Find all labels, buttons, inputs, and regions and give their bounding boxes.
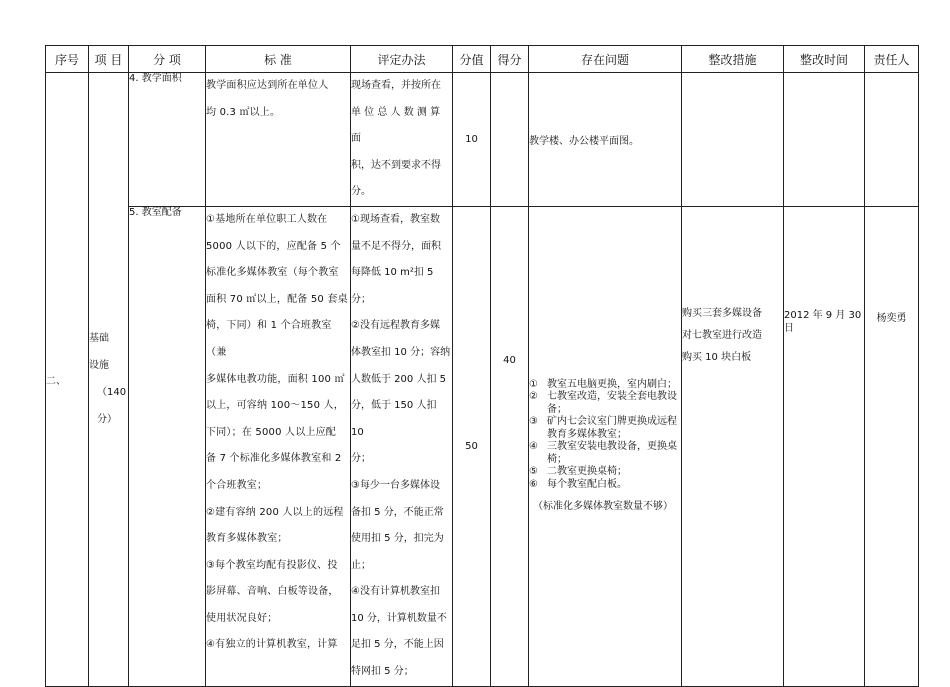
header-sub-item: 分 项 xyxy=(129,46,206,73)
item-number: ⑤ xyxy=(529,466,538,478)
standard-line: 标准化多媒体教室（每个教室 xyxy=(206,267,339,279)
standard-line: 面积 70 ㎡以上，配备 50 套桌 xyxy=(206,293,348,305)
project-cell xyxy=(89,73,129,687)
standard-line: 使用状况良好； xyxy=(206,612,278,624)
table-row xyxy=(46,206,919,686)
method-line: 止； xyxy=(351,559,371,571)
method-line: 分，低于 150 人扣 10 xyxy=(351,400,437,438)
score-cell: 50 xyxy=(453,206,491,686)
standard-line: 备 7 个标准化多媒体教室和 2 xyxy=(206,453,342,465)
item-number: ④ xyxy=(529,441,538,453)
standard-line: 个合班教室； xyxy=(206,479,268,491)
standard-line: 下同）；在 5000 人以上应配 xyxy=(206,426,337,438)
project-line: （140 xyxy=(97,387,127,399)
item-text: 教室五电脑更换，室内刷白； xyxy=(547,378,677,390)
list-item xyxy=(529,391,681,416)
time-cell xyxy=(784,73,865,207)
method-line: 分； xyxy=(351,453,371,465)
rectification-time: 2012 年 9 月 30 日 xyxy=(784,309,862,334)
header-row xyxy=(46,46,919,73)
time-cell xyxy=(784,206,865,686)
header-method: 评定办法 xyxy=(351,46,453,73)
header-score: 分值 xyxy=(453,46,491,73)
standard-line: 椅，下同）和 1 个合班教室（兼 xyxy=(206,320,332,358)
sub-item-cell: 4. 教学面积 xyxy=(129,73,206,207)
seq-cell: 二、 xyxy=(46,73,89,687)
header-problem: 存在问题 xyxy=(529,46,682,73)
header-responsible: 责任人 xyxy=(865,46,919,73)
list-item xyxy=(529,479,681,492)
responsible-cell xyxy=(865,73,919,207)
responsible-cell xyxy=(865,206,919,686)
method-line: ②没有远程教育多媒 xyxy=(351,320,440,332)
standard-line: 5000 人以下的，应配备 5 个 xyxy=(206,240,341,252)
header-measure: 整改措施 xyxy=(682,46,784,73)
method-line: 备扣 5 分，不能正常 xyxy=(351,506,444,518)
project-line: 基础 xyxy=(89,333,109,345)
method-line: ④没有计算机教室扣 xyxy=(351,586,440,598)
method-line: 10 分，计算机数量不 xyxy=(351,612,447,624)
item-text: 矿内七会议室门牌更换成远程教育多媒体教室； xyxy=(547,416,677,440)
standard-line: ③每个教室均配有投影仪、投 xyxy=(206,559,338,571)
method-line: ①现场查看，教室数 xyxy=(351,213,440,225)
measure-cell xyxy=(682,206,784,686)
method-line: 积，达不到要求不得 xyxy=(351,159,441,171)
standard-line: ④有独立的计算机教室，计算 xyxy=(206,639,338,651)
item-number: ① xyxy=(529,378,538,390)
measure-line: 购买 10 块白板 xyxy=(682,351,752,363)
method-line: 单 位 总 人 数 测 算 面 xyxy=(351,106,441,145)
item-text: 二教室更换桌椅； xyxy=(547,466,627,478)
method-line: 体教室扣 10 分；容纳 xyxy=(351,346,451,358)
standard-line: 教育多媒体教室； xyxy=(206,533,288,545)
project-line: 分） xyxy=(97,414,117,426)
list-item xyxy=(529,379,681,392)
header-seq: 序号 xyxy=(46,46,89,73)
method-line: 特网扣 5 分； xyxy=(351,666,414,678)
item-text: 三教室安装电教设备，更换桌椅； xyxy=(547,441,677,465)
got-cell xyxy=(491,73,529,207)
standard-line: 均 0.3 ㎡以上。 xyxy=(206,106,281,118)
got-value: 40 xyxy=(503,354,516,366)
standard-line: 教学面积应达到所在单位人 xyxy=(206,80,329,91)
problem-cell: 教学楼、办公楼平面图。 xyxy=(529,73,682,207)
method-line: 分。 xyxy=(351,186,371,198)
method-line: 足扣 5 分，不能上因 xyxy=(351,639,444,651)
standard-line: 影屏幕、音响、白板等设备， xyxy=(206,586,339,598)
sub-item-cell: 5. 教室配备 xyxy=(129,206,206,686)
measure-cell xyxy=(682,73,784,207)
method-line: 量不足不得分，面积 xyxy=(351,240,441,252)
standard-line: 多媒体电教功能，面积 100 ㎡ xyxy=(206,373,345,385)
problem-cell xyxy=(529,206,682,686)
header-time: 整改时间 xyxy=(784,46,865,73)
method-line: ③每少一台多媒体设 xyxy=(351,479,440,491)
got-cell xyxy=(491,206,529,686)
item-number: ② xyxy=(529,391,538,403)
rectification-table xyxy=(45,45,919,687)
measure-line: 对七教室进行改造 xyxy=(682,329,762,341)
item-number: ⑥ xyxy=(529,478,538,490)
header-got: 得分 xyxy=(491,46,529,73)
table-row xyxy=(46,73,919,207)
standard-line: ①基地所在单位职工人数在 xyxy=(206,213,328,225)
project-line: 设施 xyxy=(89,360,109,372)
method-cell xyxy=(351,73,453,207)
list-item xyxy=(529,441,681,466)
responsible-person: 杨奕勇 xyxy=(876,312,907,324)
method-line: 人数低于 200 人扣 5 xyxy=(351,373,446,385)
item-text: 七教室改造，安装全套电教设备； xyxy=(547,391,677,415)
method-cell xyxy=(351,206,453,686)
problem-note: （标准化多媒体教室数量不够） xyxy=(533,501,673,513)
problem-list xyxy=(529,379,681,492)
item-number: ③ xyxy=(529,416,538,428)
header-standard: 标 准 xyxy=(206,46,351,73)
header-project: 项 目 xyxy=(89,46,129,73)
standard-line: ②建有容纳 200 人以上的远程 xyxy=(206,506,344,518)
method-line: 现场查看，并按所在 xyxy=(351,80,441,91)
item-text: 每个教室配白板。 xyxy=(547,478,627,490)
list-item xyxy=(529,466,681,479)
method-line: 使用扣 5 分，扣完为 xyxy=(351,533,444,545)
list-item xyxy=(529,416,681,441)
method-line: 每降低 10 m²扣 5 分； xyxy=(351,267,434,305)
standard-cell xyxy=(206,73,351,207)
measure-line: 购买三套多媒设备 xyxy=(682,307,762,319)
standard-line: 以上，可容纳 100～150 人， xyxy=(206,400,344,412)
standard-cell xyxy=(206,206,351,686)
score-cell: 10 xyxy=(453,73,491,207)
